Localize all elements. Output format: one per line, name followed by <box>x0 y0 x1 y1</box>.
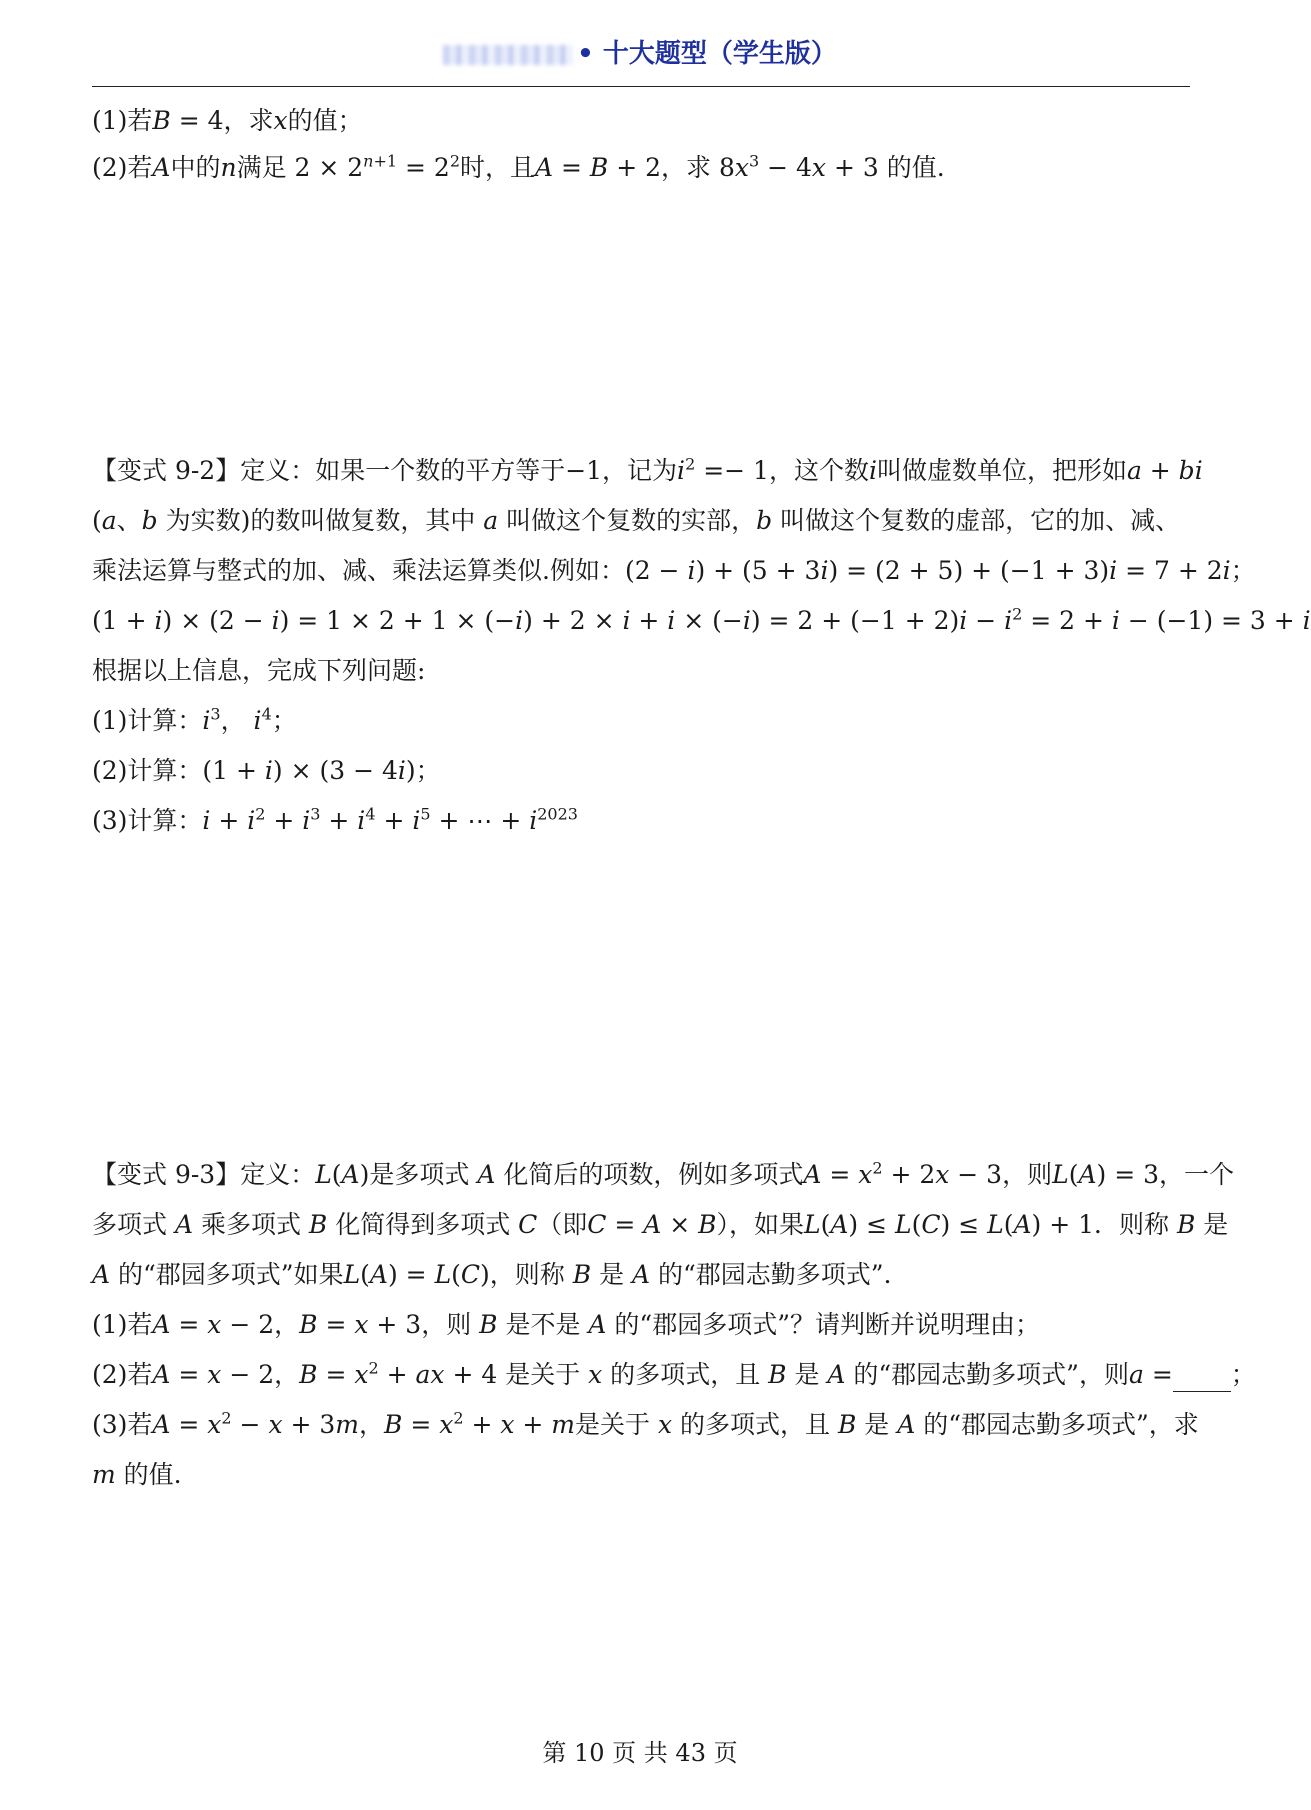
question-line: (2)计算：(1 + 𝑖) × (3 − 4𝑖)； <box>92 756 441 785</box>
text-line: 【变式 9-2】定义：如果一个数的平方等于−1，记为𝑖$^2$ =− 1，这个数𝑖叫做虚数单位，把形如𝑎 + 𝑏𝑖 <box>92 454 1203 485</box>
text-line: 𝐴 的“郡园多项式”如果𝐿(𝐴) = 𝐿(𝐶)，则称 𝐵 是 𝐴 的“郡园志勤多项式”． <box>92 1260 909 1289</box>
text-line: (1 + 𝑖) × (2 − 𝑖) = 1 × 2 + 1 × (−𝑖) + 2 × 𝑖 + 𝑖 × (−𝑖) = 2 + (−1 + 2)𝑖 − 𝑖$^2$ = 2 + 𝑖 − (−1) = 3 + 𝑖 <box>92 604 1311 635</box>
question-line: (1)计算：𝑖$^3$， 𝑖$^4$； <box>92 704 297 735</box>
text-line: (2)若𝐴中的𝑛满足 $2 \times 2^{𝑛+1} = 2^2$时，且𝐴 = 𝐵 + 2，求 8𝑥$^3$ − 4𝑥 + 3 的值. <box>92 151 945 182</box>
text-line: (1)若𝐵 = 4，求𝑥的值； <box>92 106 363 135</box>
page-header <box>0 30 1280 78</box>
text-line: 多项式 𝐴 乘多项式 𝐵 化简得到多项式 𝐶（即𝐶 = 𝐴 × 𝐵），如果𝐿(𝐴) ≤ 𝐿(𝐶) ≤ 𝐿(𝐴) + 1．则称 𝐵 是 <box>92 1210 1229 1239</box>
text-line: (𝑎、𝑏 为实数)的数叫做复数，其中 𝑎 叫做这个复数的实部，𝑏 叫做这个复数的虚部，它的加、减、 <box>92 506 1181 535</box>
answer-blank[interactable] <box>1173 1365 1231 1392</box>
question-line: (3)若𝐴 = 𝑥$^2$ − 𝑥 + 3𝑚，𝐵 = 𝑥$^2$ + 𝑥 + 𝑚是关于 𝑥 的多项式，且 𝐵 是 𝐴 的“郡园志勤多项式”，求 <box>92 1408 1199 1439</box>
text-line: 【变式 9-3】定义：𝐿(𝐴)是多项式 𝐴 化简后的项数，例如多项式𝐴 = 𝑥$^2$ + 2𝑥 − 3，则𝐿(𝐴) = 3，一个 <box>92 1158 1235 1189</box>
header-title: • 十大题型（学生版） <box>577 39 837 69</box>
header-divider <box>92 86 1190 87</box>
question-line: (2)若𝐴 = 𝑥 − 2，𝐵 = 𝑥$^2$ + 𝑎𝑥 + 4 是关于 𝑥 的多项式，且 𝐵 是 𝐴 的“郡园志勤多项式”，则𝑎 = ； <box>92 1358 1192 1392</box>
question-line: 𝑚 的值. <box>92 1460 182 1489</box>
blurred-header-text <box>443 45 573 65</box>
page-number: 第 10 页 共 43 页 <box>542 1739 738 1767</box>
text-line: 根据以上信息，完成下列问题: <box>92 656 426 685</box>
question-line: (3)计算：𝑖 + 𝑖$^2$ + 𝑖$^3$ + 𝑖$^4$ + 𝑖$^5$ + ⋯ + 𝑖$^{2023}$ <box>92 804 578 835</box>
question-line: (1)若𝐴 = 𝑥 − 2，𝐵 = 𝑥 + 3，则 𝐵 是不是 𝐴 的“郡园多项式”？请判断并说明理由； <box>92 1310 1040 1339</box>
text-line: 乘法运算与整式的加、减、乘法运算类似.例如：(2 − 𝑖) + (5 + 3𝑖) = (2 + 5) + (−1 + 3)𝑖 = 7 + 2𝑖； <box>92 556 1256 585</box>
